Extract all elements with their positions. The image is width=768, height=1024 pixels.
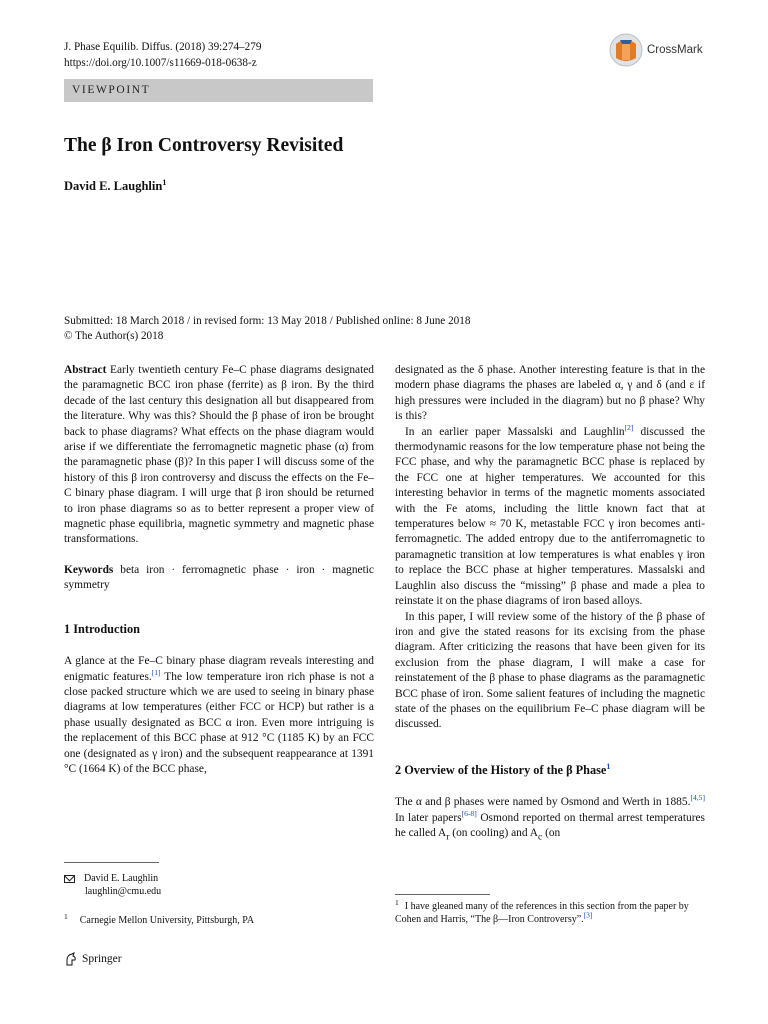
envelope-icon	[64, 875, 75, 883]
springer-horse-icon	[64, 952, 78, 966]
section-band: VIEWPOINT	[64, 79, 373, 102]
p2-text-b: discussed the thermodynamic reasons for the low temperature phase not being the FCC phase, and why the paramagnetic BCC phase is replaced by the FCC one at higher temperatures. We accounted for this interesting behavior in terms of the magnetic moments associated with the Fe atoms, including the little known fact that at temperatures below ≈ 70 K, metastable FCC γ iron becomes anti-ferromagnetic. The added entropy due to the antiferromagnetic to paramagnetic transition at low temperatures is what enables γ iron to replace the BCC phase at higher temperatures. Massalski and Laughlin also discuss the “missing” β phase and made a plea to reinstate it on the phase diagrams of iron based alloys.	[395, 425, 705, 608]
history-heading	[395, 763, 705, 778]
ref-4-5[interactable]: [4,5]	[690, 793, 705, 803]
footnote-divider-left	[64, 862, 159, 863]
keywords	[64, 563, 374, 594]
keywords-text: beta iron · ferromagnetic phase · iron · magnetic symmetry	[64, 563, 374, 592]
journal-info	[64, 40, 261, 71]
affiliation-number: 1	[64, 911, 68, 921]
intro-paragraph	[64, 654, 374, 777]
right-paragraph-2	[395, 422, 705, 610]
p4-text-d: (on cooling) and A	[449, 826, 538, 839]
author-name: David E. Laughlin	[64, 179, 163, 194]
ref-3[interactable]: [3]	[583, 910, 593, 920]
affiliation-text: Carnegie Mellon University, Pittsburgh, PA	[79, 915, 255, 926]
crossmark-label: CrossMark	[647, 44, 703, 56]
p4-text-b: In later papers	[395, 811, 462, 824]
right-paragraph-1: designated as the δ phase. Another interesting feature is that in the modern phase diagrams the phases are labeled α, γ and δ (and ε if high pressures were included in the diagram) but no β phase? Why is this?	[395, 364, 705, 423]
p4-text-a: The α and β phases were named by Osmond and Werth in 1885.	[395, 796, 691, 809]
doi-link[interactable]: https://doi.org/10.1007/s11669-018-0638-z	[64, 56, 257, 69]
contact-email[interactable]: laughlin@cmu.edu	[85, 886, 162, 898]
ref-6-8[interactable]: [6-8]	[461, 808, 477, 818]
affiliation	[64, 911, 364, 927]
intro-text-b: The low temperature iron rich phase is not a close packed structure which we are used to seeing in binary phase diagrams at low temperatures (either FCC or HCP) but rather is a phase usually designated as BCC α iron. Even more intriguing is the replacement of this BCC phase at 912 °C (1185 K) by an FCC one (designated as γ iron) and the subsequent reappearance at 1391 °C (1664 K) of the BCC phase,	[64, 670, 375, 775]
ref-2[interactable]: [2]	[624, 422, 634, 432]
right-column	[395, 363, 705, 846]
footnote-mark-1[interactable]: 1	[606, 761, 611, 771]
p2-text-a: In an earlier paper Massalski and Laughlin	[405, 425, 625, 438]
right-paragraph-3: In this paper, I will review some of the history of the β phase of iron and give the stated reasons for its excising from the phase diagram. After criticizing the reasons that have been given for its exclusion from the phase diagram, I will make a case for reinstatement of the β phase to phase diagrams as the paramagnetic BCC phase of iron. Some salient features of including the magnetic state of the phases on the equilibrium Fe–C phase diagram will be discussed.	[395, 610, 705, 731]
intro-heading: 1 Introduction	[64, 621, 140, 636]
footnote-1-number: 1	[395, 897, 399, 907]
p4-text-c: Osmond reported on thermal arrest temperatures he called A	[395, 811, 705, 839]
article-title: The β Iron Controversy Revisited	[64, 135, 344, 156]
author-affiliation-mark: 1	[162, 178, 167, 187]
crossmark-badge[interactable]	[608, 30, 718, 70]
subscript-c: c	[538, 832, 543, 843]
keywords-label: Keywords	[64, 563, 114, 576]
dates-line: Submitted: 18 March 2018 / in revised form: 13 May 2018 / Published online: 8 June 2018	[64, 315, 471, 327]
left-column	[64, 363, 374, 777]
intro-text-a: A glance at the Fe–C binary phase diagram reveals interesting and enigmatic features.	[64, 655, 374, 683]
contact-name: David E. Laughlin	[84, 873, 159, 884]
abstract-label: Abstract	[64, 364, 107, 376]
history-heading-text: 2 Overview of the History of the β Phase	[395, 762, 607, 777]
ref-1[interactable]: [1]	[151, 667, 161, 677]
publisher-name: Springer	[82, 953, 122, 965]
p4-text-e: (on	[542, 826, 561, 839]
history-paragraph	[395, 795, 705, 846]
copyright-line: © The Author(s) 2018	[64, 330, 164, 342]
footnote-divider-right	[395, 894, 490, 895]
publisher-logo	[64, 952, 122, 966]
abstract-text: Early twentieth century Fe–C phase diagrams designated the paramagnetic BCC iron phase (ferrite) as β iron. By the third decade of the last century this designation all but disappeared from the literature. Why was this? Should the β phase of iron be brought back to phase diagrams? What effects on the phase diagram would arise if we differentiate the ferromagnetic magnetic phase (α) from the paramagnetic phase (β)? In this paper I will discuss some of the history of this β iron controversy and discuss the effects on the Fe–C binary phase diagram. I will urge that β iron should be returned to iron phase diagrams so as to better represent a proper view of magnetic phase equilibria, magnetic symmetry and magnetic phase transformations.	[64, 364, 374, 546]
publication-dates	[64, 314, 470, 344]
footnote-1-text: I have gleaned many of the references in this section from the paper by Cohen and Harris, “The β—Iron Controversy”.	[395, 901, 689, 926]
journal-citation: J. Phase Equilib. Diffus. (2018) 39:274–279	[64, 41, 262, 53]
subscript-r: r	[446, 832, 450, 843]
abstract	[64, 363, 374, 548]
author-line	[64, 178, 166, 194]
crossmark-icon	[608, 32, 644, 68]
footnote-1	[395, 897, 705, 926]
contact-info	[64, 872, 364, 898]
